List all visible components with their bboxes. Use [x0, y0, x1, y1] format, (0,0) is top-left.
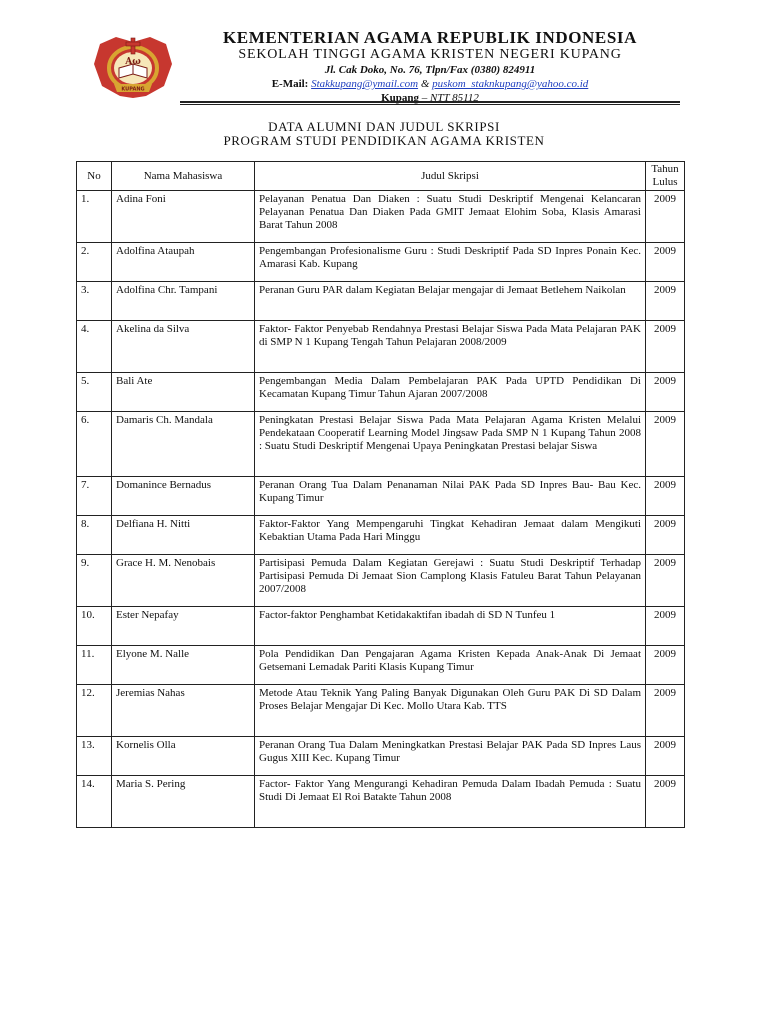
cell-nama: Ester Nepafay — [112, 607, 255, 646]
cell-no: 3. — [77, 282, 112, 321]
table-row — [77, 191, 685, 243]
cell-nama: Domanince Bernadus — [112, 477, 255, 516]
cell-tahun: 2009 — [646, 776, 685, 828]
cell-judul: Partisipasi Pemuda Dalam Kegiatan Gerejawi : Suatu Studi Deskriptif Terhadap Partisipasi Pemuda Di Jemaat Sion Camplong Klasis Fatuleu Barat Tahun Pelayanan 2007/2008 — [255, 555, 646, 607]
header-tahun-line1: Tahun — [651, 163, 679, 175]
table-row — [77, 373, 685, 412]
cell-tahun: 2009 — [646, 646, 685, 685]
table-row — [77, 477, 685, 516]
cell-no: 2. — [77, 243, 112, 282]
cell-judul: Faktor-Faktor Yang Mempengaruhi Tingkat Kehadiran Jemaat dalam Mengikuti Kebaktian Utama Pada Hari Minggu — [255, 516, 646, 555]
cell-no: 12. — [77, 685, 112, 737]
cell-no: 11. — [77, 646, 112, 685]
college-name: SEKOLAH TINGGI AGAMA KRISTEN NEGERI KUPANG — [238, 47, 622, 62]
cell-tahun: 2009 — [646, 555, 685, 607]
email-link-1[interactable]: Stakkupang@ymail.com — [311, 78, 419, 90]
cell-judul: Peranan Orang Tua Dalam Meningkatkan Prestasi Belajar PAK Pada SD Inpres Laus Gugus XIII Kec. Kupang Timur — [255, 737, 646, 776]
cell-judul: Pelayanan Penatua Dan Diaken : Suatu Studi Deskriptif Mengenai Kelancaran Pelayanan Penatua Dan Diaken Pada GMIT Jemaat Elohim Soba, Klasis Amarasi Barat Tahun 2008 — [255, 191, 646, 243]
header-tahun — [646, 162, 685, 191]
header-no: No — [77, 162, 112, 191]
header-nama: Nama Mahasiswa — [112, 162, 255, 191]
logo-banner-text: KUPANG — [121, 86, 145, 93]
cell-judul: Factor-faktor Penghambat Ketidakaktifan ibadah di SD N Tunfeu 1 — [255, 607, 646, 646]
table-row — [77, 555, 685, 607]
table-row — [77, 737, 685, 776]
cell-tahun: 2009 — [646, 282, 685, 321]
cell-no: 9. — [77, 555, 112, 607]
logo-alpha-omega: Aω — [125, 57, 141, 67]
cell-tahun: 2009 — [646, 243, 685, 282]
ministry-name: KEMENTERIAN AGAMA REPUBLIK INDONESIA — [222, 28, 638, 47]
table-row — [77, 412, 685, 477]
cell-nama: Akelina da Silva — [112, 321, 255, 373]
cell-tahun: 2009 — [646, 737, 685, 776]
table-row — [77, 776, 685, 828]
cell-nama: Adolfina Chr. Tampani — [112, 282, 255, 321]
cell-nama: Jeremias Nahas — [112, 685, 255, 737]
cell-nama: Grace H. M. Nenobais — [112, 555, 255, 607]
cell-tahun: 2009 — [646, 412, 685, 477]
cell-judul: Pengembangan Profesionalisme Guru : Studi Deskriptif Pada SD Inpres Ponain Kec. Amarasi Kab. Kupang — [255, 243, 646, 282]
document-subtitle: PROGRAM STUDI PENDIDIKAN AGAMA KRISTEN — [223, 133, 545, 148]
stak-kupang-logo — [92, 34, 174, 100]
table-header-row — [77, 162, 685, 191]
postal-code: NTT 85112 — [430, 92, 479, 104]
city-name: Kupang — [381, 92, 420, 104]
document-title: DATA ALUMNI DAN JUDUL SKRIPSI — [268, 119, 500, 134]
cell-nama: Kornelis Olla — [112, 737, 255, 776]
header-tahun-line2: Lulus — [652, 176, 678, 188]
alumni-table — [76, 161, 685, 828]
cell-no: 4. — [77, 321, 112, 373]
cell-nama: Bali Ate — [112, 373, 255, 412]
cell-tahun: 2009 — [646, 477, 685, 516]
cell-tahun: 2009 — [646, 685, 685, 737]
table-row — [77, 282, 685, 321]
header-judul: Judul Skripsi — [255, 162, 646, 191]
cell-judul: Pengembangan Media Dalam Pembelajaran PAK Pada UPTD Pendidikan Di Kecamatan Kupang Timur Tahun Ajaran 2007/2008 — [255, 373, 646, 412]
table-row — [77, 685, 685, 737]
cell-tahun: 2009 — [646, 191, 685, 243]
header-rule-thin — [180, 104, 680, 105]
cell-nama: Elyone M. Nalle — [112, 646, 255, 685]
cell-judul: Factor- Faktor Yang Mengurangi Kehadiran Pemuda Dalam Ibadah Pemuda : Suatu Studi Di Jemaat El Roi Batakte Tahun 2008 — [255, 776, 646, 828]
cell-no: 14. — [77, 776, 112, 828]
cell-judul: Peranan Orang Tua Dalam Penanaman Nilai PAK Pada SD Inpres Bau- Bau Kec. Kupang Timur — [255, 477, 646, 516]
address-line: Jl. Cak Doko, No. 76, Tlpn/Fax (0380) 824911 — [324, 64, 536, 76]
cell-nama: Damaris Ch. Mandala — [112, 412, 255, 477]
email-separator: & — [420, 78, 430, 90]
city-separator: – — [421, 92, 428, 104]
cell-nama: Maria S. Pering — [112, 776, 255, 828]
cell-tahun: 2009 — [646, 373, 685, 412]
email-link-2[interactable]: puskom_staknkupang@yahoo.co.id — [432, 78, 589, 90]
cell-nama: Delfiana H. Nitti — [112, 516, 255, 555]
cell-judul: Peranan Guru PAR dalam Kegiatan Belajar mengajar di Jemaat Betlehem Naikolan — [255, 282, 646, 321]
letterhead — [180, 28, 680, 105]
cell-judul: Metode Atau Teknik Yang Paling Banyak Digunakan Oleh Guru PAK Di SD Dalam Proses Belajar Mengajar Di Kec. Mollo Utara Kab. TTS — [255, 685, 646, 737]
cell-judul: Pola Pendidikan Dan Pengajaran Agama Kristen Kepada Anak-Anak Di Jemaat Getsemani Lemadak Pariti Klasis Kupang Timur — [255, 646, 646, 685]
cell-no: 1. — [77, 191, 112, 243]
cell-nama: Adina Foni — [112, 191, 255, 243]
cell-judul: Peningkatan Prestasi Belajar Siswa Pada Mata Pelajaran Agama Kristen Melalui Pendekataan Cooperatif Learning Model Jingsaw Pada SMP N 1 Kupang Tahun 2008 : Suatu Studi Deskriptif Mengenai Upaya Peningkatan Prestasi belajar Siswa — [255, 412, 646, 477]
email-label: E-Mail: — [271, 78, 309, 90]
cell-tahun: 2009 — [646, 607, 685, 646]
cell-nama: Adolfina Ataupah — [112, 243, 255, 282]
table-row — [77, 321, 685, 373]
header-rule-thick — [180, 101, 680, 103]
cell-no: 10. — [77, 607, 112, 646]
cell-no: 6. — [77, 412, 112, 477]
table-row — [77, 243, 685, 282]
table-row — [77, 607, 685, 646]
email-line — [180, 77, 680, 91]
cell-no: 8. — [77, 516, 112, 555]
cell-tahun: 2009 — [646, 321, 685, 373]
cell-no: 5. — [77, 373, 112, 412]
cell-tahun: 2009 — [646, 516, 685, 555]
cell-no: 7. — [77, 477, 112, 516]
table-row — [77, 646, 685, 685]
cell-no: 13. — [77, 737, 112, 776]
cell-judul: Faktor- Faktor Penyebab Rendahnya Prestasi Belajar Siswa Pada Mata Pelajaran PAK di SMP N 1 Kupang Tengah Tahun Pelajaran 2008/2009 — [255, 321, 646, 373]
table-row — [77, 516, 685, 555]
